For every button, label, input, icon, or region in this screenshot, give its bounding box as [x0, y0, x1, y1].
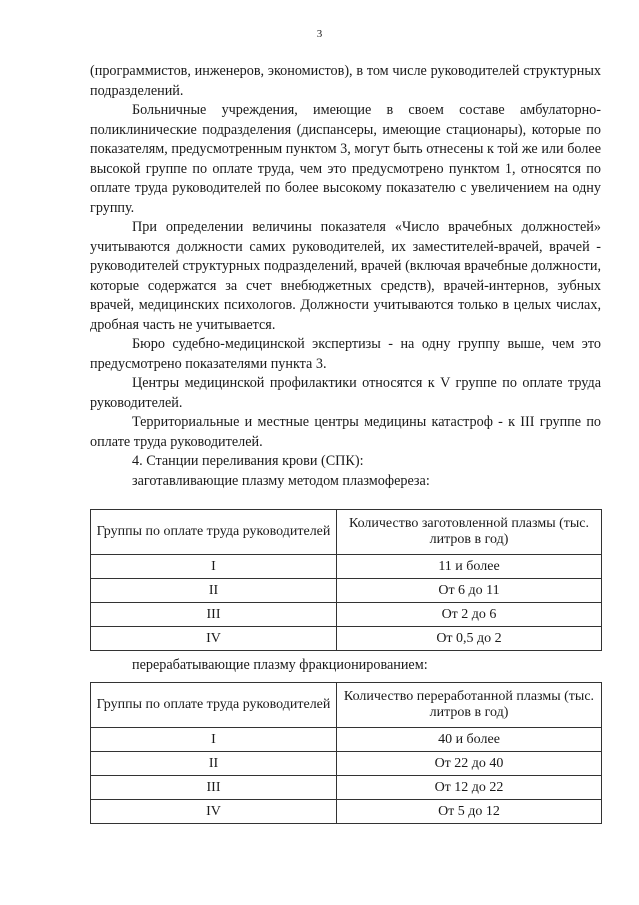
- table2-cell-value: От 5 до 12: [337, 800, 602, 824]
- paragraph-6: Территориальные и местные центры медицины катастроф - к III группе по оплате труда руководителей.: [90, 414, 601, 450]
- paragraph-3: При определении величины показателя «Число врачебных должностей» учитываются должности самих руководителей, их заместителей-врачей, врачей - руководителей структурных подразделений, врачей (включая врачебные должности, которые содержатся за счет внебюджетных средств), врачей-интернов, зубных врачей, медицинских психологов. Должности учитываются только в целых числах, дробная часть не учитывается.: [90, 219, 601, 333]
- table1-cell-value: От 0,5 до 2: [337, 627, 602, 651]
- paragraph-1: (программистов, инженеров, экономистов), в том числе руководителей структурных подразделений.: [90, 63, 601, 99]
- plasma-collection-table: [90, 509, 602, 651]
- table1-cell-group: IV: [91, 627, 337, 651]
- table1-header-value: Количество заготовленной плазмы (тыс. литров в год): [337, 510, 602, 555]
- table2-intro: перерабатывающие плазму фракционированием:: [132, 657, 428, 673]
- table2-cell-value: 40 и более: [337, 728, 602, 752]
- table1-header-group: Группы по оплате труда руководителей: [91, 510, 337, 555]
- paragraph-4: Бюро судебно-медицинской экспертизы - на одну группу выше, чем это предусмотрено показателями пункта 3.: [90, 336, 601, 372]
- table1-cell-group: I: [91, 555, 337, 579]
- paragraph-5: Центры медицинской профилактики относятся к V группе по оплате труда руководителей.: [90, 375, 601, 411]
- table1-cell-group: III: [91, 603, 337, 627]
- table2-cell-group: II: [91, 752, 337, 776]
- table1-cell-value: От 6 до 11: [337, 579, 602, 603]
- table2-cell-group: IV: [91, 800, 337, 824]
- body-text: [90, 62, 601, 491]
- page-number: 3: [316, 28, 323, 40]
- table1-intro: заготавливающие плазму методом плазмофереза:: [132, 472, 430, 489]
- table1-cell-value: 11 и более: [337, 555, 602, 579]
- table2-header-value: Количество переработанной плазмы (тыс. литров в год): [337, 683, 602, 728]
- paragraph-2: Больничные учреждения, имеющие в своем составе амбулаторно-поликлинические подразделения (диспансеры, имеющие стационары), которые по показателям, предусмотренным пунктом 3, могут быть отнесены к той же или более высокой группе по оплате труда, чем это предусмотрено пунктом 1, относятся по оплате труда руководителей по более высокому показателю с увеличением на одну группу.: [90, 102, 601, 216]
- plasma-fractionation-table: [90, 682, 602, 824]
- table2-cell-value: От 22 до 40: [337, 752, 602, 776]
- table2-header-group: Группы по оплате труда руководителей: [91, 683, 337, 728]
- table1-cell-value: От 2 до 6: [337, 603, 602, 627]
- table2-cell-value: От 12 до 22: [337, 776, 602, 800]
- section-heading: 4. Станции переливания крови (СПК):: [132, 453, 364, 469]
- table2-cell-group: I: [91, 728, 337, 752]
- table2-cell-group: III: [91, 776, 337, 800]
- table1-cell-group: II: [91, 579, 337, 603]
